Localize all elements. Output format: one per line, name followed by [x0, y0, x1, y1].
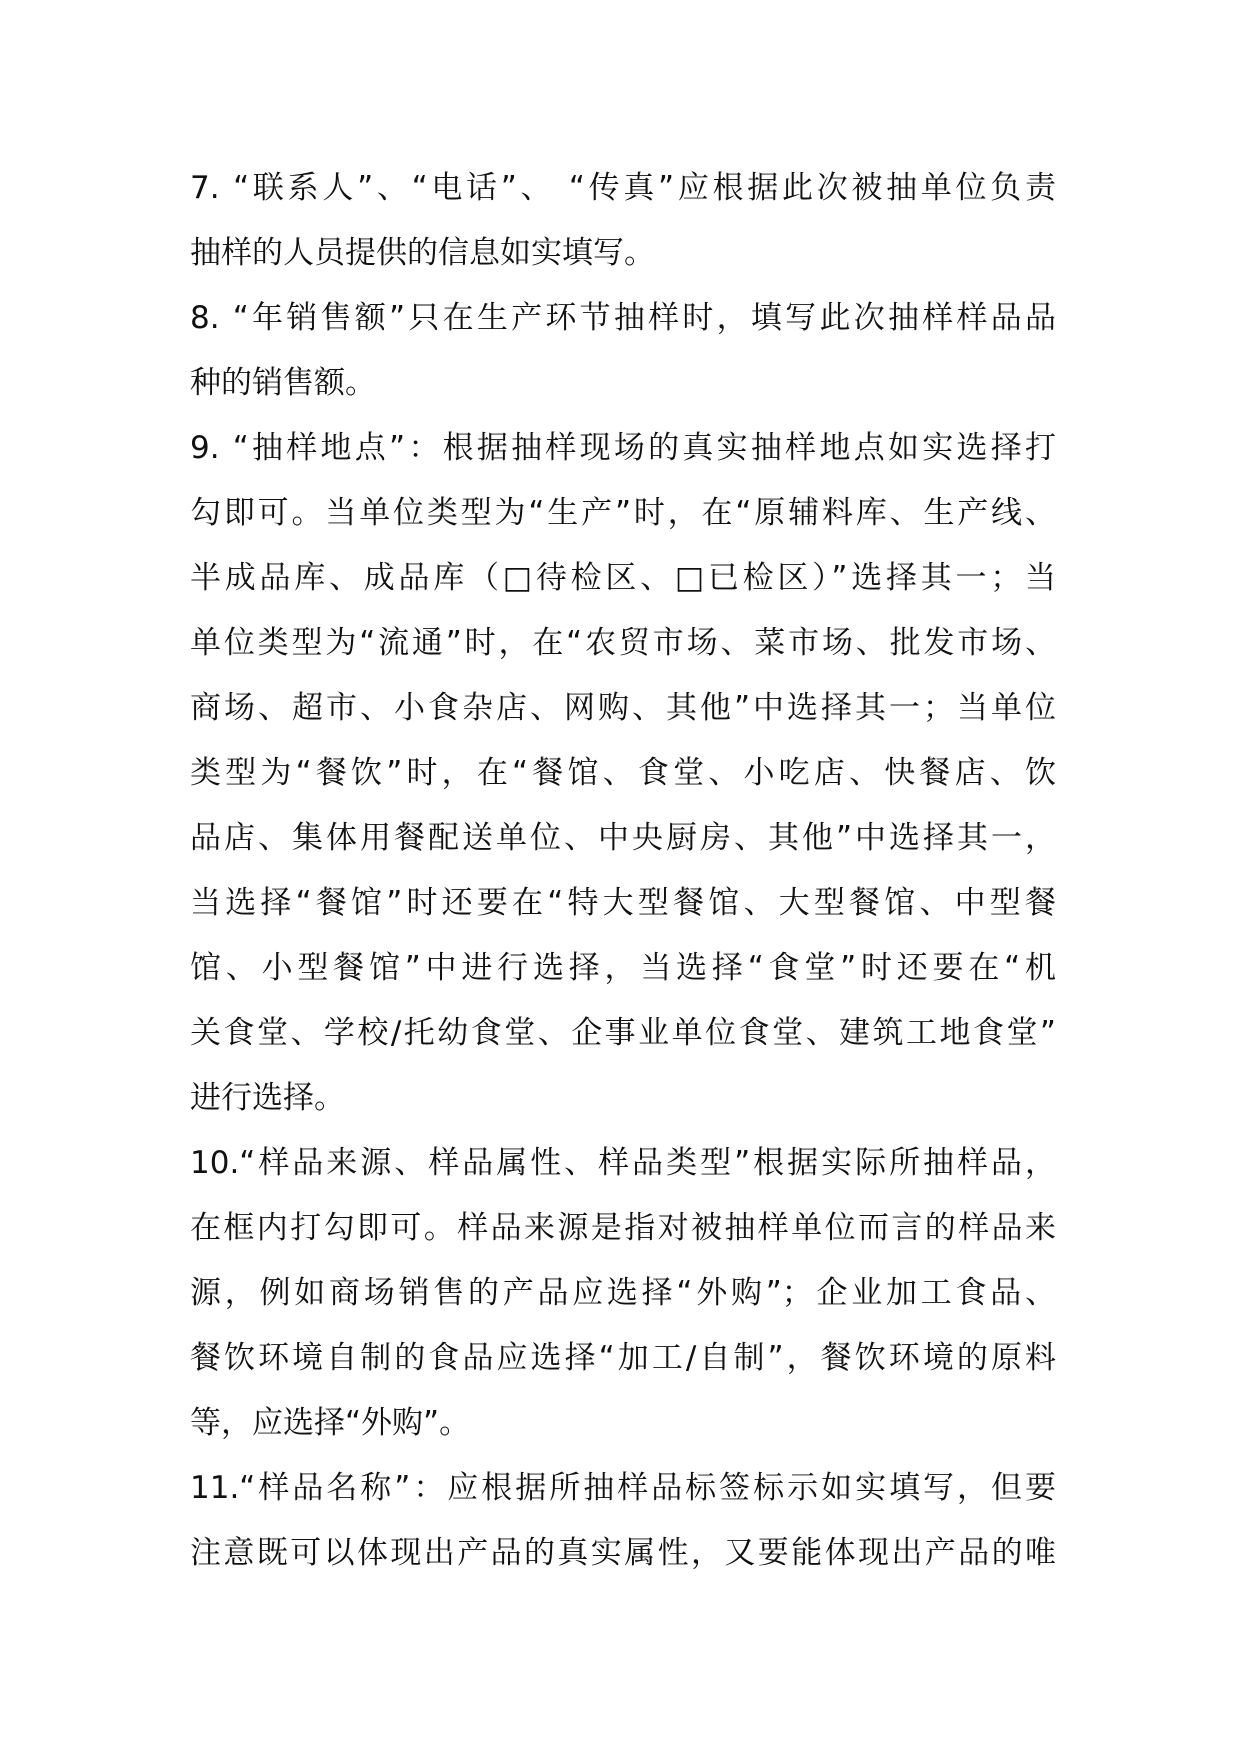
paragraph-line: 注意既可以体现出产品的真实属性，又要能体现出产品的唯 [190, 1535, 1056, 1571]
paragraph-line: 11.“样品名称”：应根据所抽样品标签标示如实填写，但要 [190, 1470, 1056, 1506]
paragraph-line: 等，应选择“外购”。 [190, 1405, 471, 1441]
paragraph-10 [190, 1131, 1056, 1456]
paragraph-line: 8. “年销售额”只在生产环节抽样时，填写此次抽样样品品 [190, 300, 1056, 336]
paragraph-line: 源，例如商场销售的产品应选择“外购”；企业加工食品、 [190, 1275, 1056, 1311]
paragraph-8 [190, 286, 1056, 416]
paragraph-line: 种的销售额。 [190, 365, 376, 401]
paragraph-line: 9. “抽样地点”：根据抽样现场的真实抽样地点如实选择打 [190, 430, 1056, 466]
paragraph-line: 当选择“餐馆”时还要在“特大型餐馆、大型餐馆、中型餐 [190, 885, 1056, 921]
paragraph-line: 在框内打勾即可。样品来源是指对被抽样单位而言的样品来 [190, 1210, 1056, 1246]
paragraph-9 [190, 416, 1056, 1131]
paragraph-line: 7. “联系人”、“电话”、 “传真”应根据此次被抽单位负责 [190, 170, 1056, 206]
paragraph-11 [190, 1456, 1056, 1586]
paragraph-line: 类型为“餐饮”时，在“餐馆、食堂、小吃店、快餐店、饮 [190, 755, 1056, 791]
paragraph-line: 商场、超市、小食杂店、网购、其他”中选择其一；当单位 [190, 690, 1056, 726]
paragraph-line: 10.“样品来源、样品属性、样品类型”根据实际所抽样品， [190, 1145, 1056, 1181]
paragraph-line: 进行选择。 [190, 1080, 345, 1116]
document-body [190, 156, 1056, 1586]
paragraph-line: 品店、集体用餐配送单位、中央厨房、其他”中选择其一， [190, 820, 1056, 856]
paragraph-line: 抽样的人员提供的信息如实填写。 [190, 235, 655, 271]
paragraph-line: 关食堂、学校/托幼食堂、企事业单位食堂、建筑工地食堂” [190, 1015, 1056, 1051]
paragraph-line: 馆、小型餐馆”中进行选择，当选择“食堂”时还要在“机 [190, 950, 1056, 986]
paragraph-line: 勾即可。当单位类型为“生产”时，在“原辅料库、生产线、 [190, 495, 1056, 531]
paragraph-7 [190, 156, 1056, 286]
paragraph-line: 餐饮环境自制的食品应选择“加工/自制”，餐饮环境的原料 [190, 1340, 1056, 1376]
paragraph-line: 单位类型为“流通”时，在“农贸市场、菜市场、批发市场、 [190, 625, 1056, 661]
paragraph-line: 半成品库、成品库（□待检区、□已检区）”选择其一；当 [190, 560, 1056, 596]
